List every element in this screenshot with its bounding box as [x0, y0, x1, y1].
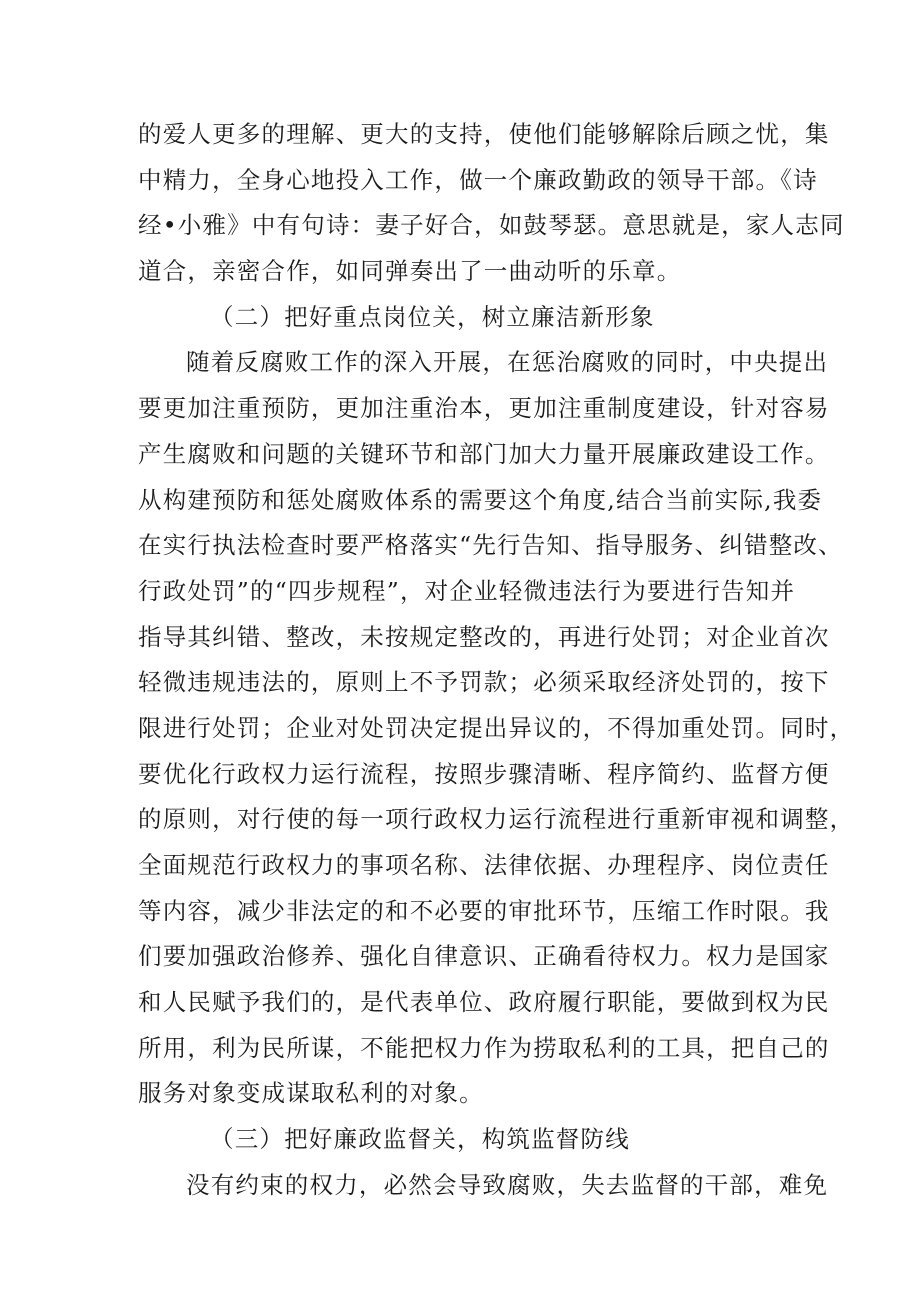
section-heading: （二）把好重点岗位关，树立廉洁新形象: [210, 302, 655, 331]
paragraph-line: 从构建预防和惩处腐败体系的需要这个角度,结合当前实际,我委: [138, 485, 823, 514]
document-body: [138, 112, 855, 1209]
paragraph-line: 产生腐败和问题的关键环节和部门加大力量开展廉政建设工作。: [138, 439, 830, 468]
paragraph-line: 的原则，对行使的每一项行政权力运行流程进行重新审视和调整，: [138, 805, 855, 834]
paragraph-line: 随着反腐败工作的深入开展，在惩治腐败的同时，中央提出: [186, 348, 829, 377]
paragraph-line: 限进行处罚；企业对处罚决定提出异议的，不得加重处罚。同时，: [138, 713, 855, 742]
paragraph-line: 服务对象变成谋取私利的对象。: [138, 1079, 484, 1108]
paragraph-line: 道合，亲密合作，如同弹奏出了一曲动听的乐章。: [138, 257, 682, 286]
section-heading: （三）把好廉政监督关，构筑监督防线: [210, 1125, 630, 1154]
paragraph-line: 和人民赋予我们的，是代表单位、政府履行职能，要做到权为民: [138, 988, 830, 1017]
paragraph-line: 轻微违规违法的，原则上不予罚款；必须采取经济处罚的，按下: [138, 668, 830, 697]
paragraph-line: 全面规范行政权力的事项名称、法律依据、办理程序、岗位责任: [138, 851, 830, 879]
paragraph-line: 在实行执法检查时要严格落实“先行告知、指导服务、纠错整改、: [138, 531, 843, 560]
paragraph-line: 要优化行政权力运行流程，按照步骤清晰、程序简约、监督方便: [138, 759, 830, 788]
paragraph-line: 的爱人更多的理解、更大的支持，使他们能够解除后顾之忧，集: [138, 120, 830, 148]
paragraph-line: 们要加强政治修养、强化自律意识、正确看待权力。权力是国家: [138, 942, 830, 971]
paragraph-line: 行政处罚”的“四步规程”，对企业轻微违法行为要进行告知并: [138, 576, 796, 605]
paragraph-line: 中精力，全身心地投入工作，做一个廉政勤政的领导干部。《诗: [138, 165, 818, 194]
paragraph-line: 指导其纠错、整改，未按规定整改的，再进行处罚；对企业首次: [138, 622, 830, 651]
paragraph-line: 等内容，减少非法定的和不必要的审批环节，压缩工作时限。我: [138, 896, 830, 925]
paragraph-line: 经•小雅》中有句诗：妻子好合，如鼓琴瑟。意思就是，家人志同: [138, 211, 845, 240]
paragraph-line: 没有约束的权力，必然会导致腐败，失去监督的干部，难免: [186, 1170, 829, 1199]
paragraph-line: 要更加注重预防，更加注重治本，更加注重制度建设，针对容易: [138, 394, 830, 423]
paragraph-line: 所用，利为民所谋，不能把权力作为捞取私利的工具，把自己的: [138, 1033, 830, 1062]
